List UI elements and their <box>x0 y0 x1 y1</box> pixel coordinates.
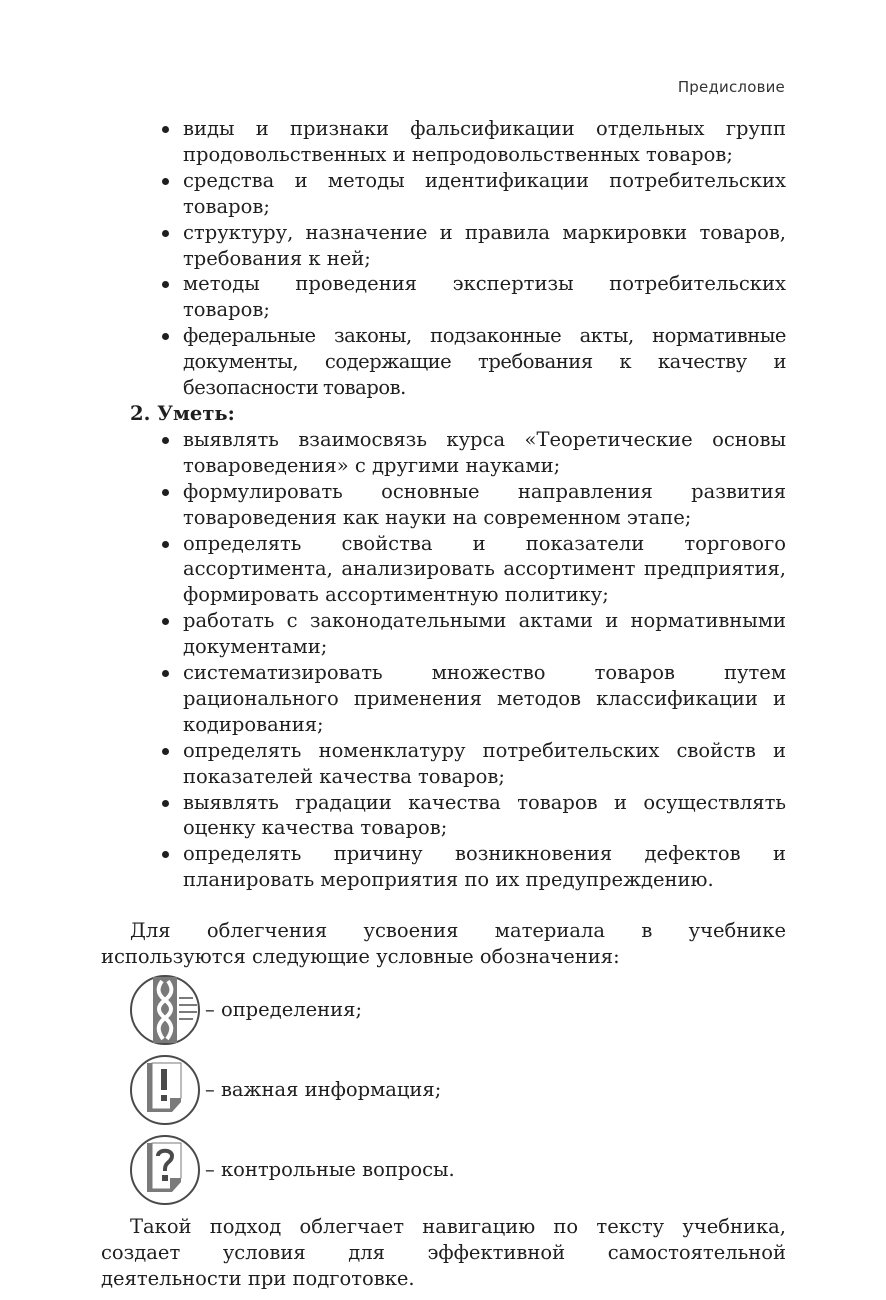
legend-important-label: – важная информация; <box>205 1078 442 1102</box>
section-title: 2. Уметь: <box>130 401 235 425</box>
legend <box>101 974 786 1206</box>
running-header: Предисловие <box>677 78 785 96</box>
question-book-icon <box>129 1134 203 1206</box>
list-item: средства и методы идентификации потребительских товаров; <box>183 168 786 218</box>
skills-list <box>101 427 786 893</box>
legend-questions <box>129 1134 786 1206</box>
list-item: формулировать основные направления развития товароведения как науки на современном этапе; <box>183 479 786 529</box>
legend-questions-label: – контрольные вопросы. <box>205 1158 455 1182</box>
list-item: выявлять взаимосвязь курса «Теоретические основы товароведения» с другими науками; <box>183 427 786 477</box>
list-item: виды и признаки фальсификации отдельных групп продовольственных и непродовольственных товаров; <box>183 117 786 166</box>
list-item: работать с законодательными актами и нормативными документами; <box>183 609 786 659</box>
list-item: определять номенклатуру потребительских свойств и показателей качества товаров; <box>183 738 786 788</box>
closing-paragraph: Такой подход облегчает навигацию по тексту учебника, создает условия для эффективной самостоятельной деятельности при подготовке. <box>101 1215 786 1290</box>
list-item: структуру, назначение и правила маркировки товаров, требования к ней; <box>183 220 786 270</box>
list-item: определять причину возникновения дефектов и планировать мероприятия по их предупреждению. <box>183 842 786 892</box>
knowledge-list <box>101 116 786 401</box>
list-item: выявлять градации качества товаров и осуществлять оценку качества товаров; <box>183 790 786 840</box>
page-content <box>101 116 786 1292</box>
legend-intro: Для облегчения усвоения материала в учебнике используются следующие условные обозначения: <box>101 919 786 969</box>
knot-icon <box>129 974 203 1046</box>
exclamation-book-icon <box>129 1054 203 1126</box>
legend-definitions <box>129 974 786 1046</box>
legend-important <box>129 1054 786 1126</box>
list-item: федеральные законы, подзаконные акты, нормативные документы, содержащие требования к качеству и безопасности товаров. <box>183 324 786 400</box>
legend-definitions-label: – определения; <box>205 998 363 1022</box>
list-item: систематизировать множество товаров путем рационального применения методов классификации и кодирования; <box>183 661 786 736</box>
list-item: методы проведения экспертизы потребительских товаров; <box>183 272 786 322</box>
list-item: определять свойства и показатели торгового ассортимента, анализировать ассортимент предприятия, формировать ассортиментную политику; <box>183 531 786 607</box>
